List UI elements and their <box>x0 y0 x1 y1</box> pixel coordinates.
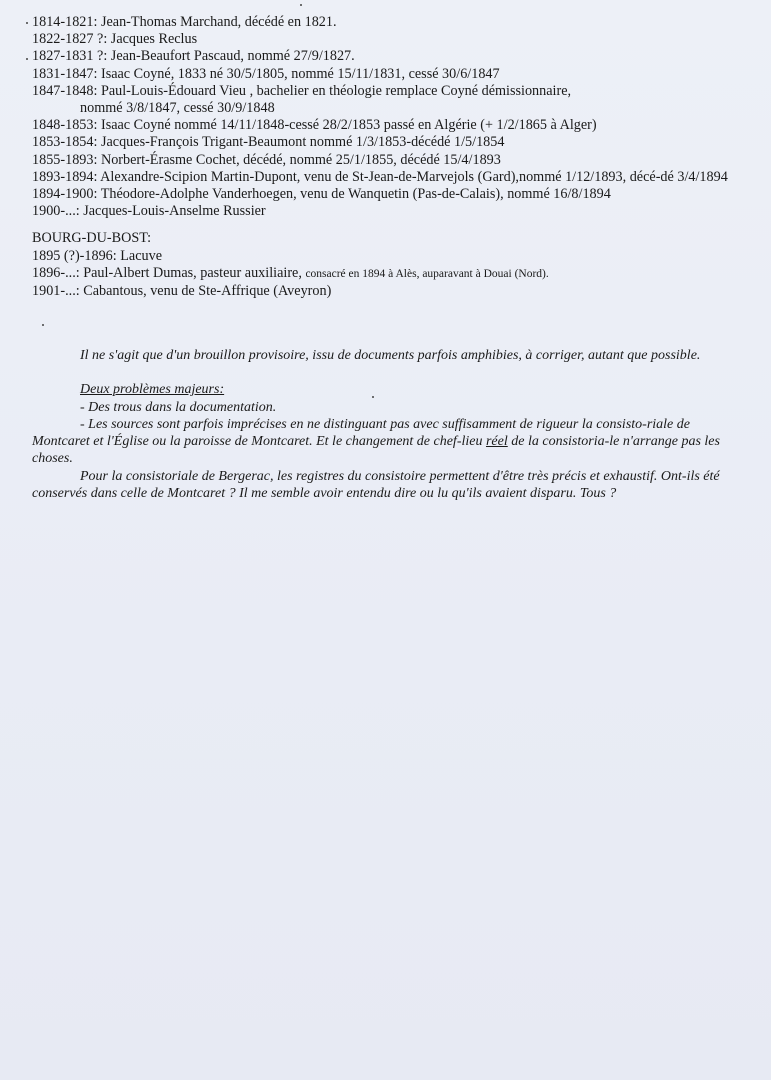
notes-block <box>32 347 738 502</box>
ink-speck <box>300 4 302 6</box>
entry-line: 1822-1827 ?: Jacques Reclus <box>32 31 198 48</box>
entry-line: 1893-1894: Alexandre-Scipion Martin-Dupont, venu de St-Jean-de-Marvejols (Gard),nommé 1/12/1893, décé-dé 3/4/1894 <box>32 168 728 185</box>
notes-item-text: - Les sources sont parfois imprécises en ne distinguant pas avec suffisamment de rigueur la consisto-riale de Montcaret et l'Église ou la paroisse de Montcaret. Et le changement de chef-lieu <box>32 416 690 450</box>
ink-speck <box>26 22 28 24</box>
entry-note: consacré en 1894 à Alès, auparavant à Douai (Nord). <box>305 267 549 280</box>
entry-line: 1847-1848: Paul-Louis-Édouard Vieu , bachelier en théologie remplace Coyné démissionnaire, <box>32 82 572 99</box>
notes-item-emphasis: réel <box>485 434 508 450</box>
notes-paragraph: Pour la consistoriale de Bergerac, les registres du consistoire permettent d'être très précis et exhaustif. Ont-ils été conservés dans celle de Montcaret ? Il me semble avoir entendu dire ou lu qu'ils avaient disparu. Tous ? <box>32 468 720 502</box>
pastor-list <box>32 14 752 300</box>
entry-line-continued: nommé 3/8/1847, cessé 30/9/1848 <box>80 100 275 117</box>
entry-line: 1848-1853: Isaac Coyné nommé 14/11/1848-cessé 28/2/1853 passé en Algérie (+ 1/2/1865 à Alger) <box>32 117 597 134</box>
notes-paragraph: Il ne s'agit que d'un brouillon provisoire, issu de documents parfois amphibies, à corriger, autant que possible. <box>80 348 701 363</box>
entry-line: 1901-...: Cabantous, venu de Ste-Affrique (Aveyron) <box>32 283 332 300</box>
notes-item: - Des trous dans la documentation. <box>80 399 277 415</box>
entry-line: 1831-1847: Isaac Coyné, 1833 né 30/5/1805, nommé 15/11/1831, cessé 30/6/1847 <box>32 65 500 82</box>
ink-speck <box>42 324 44 326</box>
entry-line <box>32 265 752 283</box>
ink-speck <box>26 58 28 60</box>
entry-line: 1894-1900: Théodore-Adolphe Vanderhoegen, venu de Wanquetin (Pas-de-Calais), nommé 16/8/1894 <box>32 186 611 203</box>
notes-item-text: de la consistoria-le n'arrange pas les choses. <box>32 434 720 467</box>
entry-line: 1900-...: Jacques-Louis-Anselme Russier <box>32 203 266 220</box>
entry-line: 1827-1831 ?: Jean-Beaufort Pascaud, nommé 27/9/1827. <box>32 48 355 65</box>
entry-line: 1814-1821: Jean-Thomas Marchand, décédé en 1821. <box>32 14 337 30</box>
entry-line: 1855-1893: Norbert-Érasme Cochet, décédé, nommé 25/1/1855, décédé 15/4/1893 <box>32 151 501 168</box>
section-title: BOURG-DU-BOST: <box>32 230 152 247</box>
notes-item <box>32 416 738 468</box>
notes-heading-line <box>32 381 738 398</box>
notes-heading: Deux problèmes majeurs: <box>80 382 225 398</box>
entry-line: 1853-1854: Jacques-François Trigant-Beaumont nommé 1/3/1853-décédé 1/5/1854 <box>32 134 505 151</box>
entry-main: 1896-...: Paul-Albert Dumas, pasteur auxiliaire, <box>32 264 302 281</box>
entry-line: 1895 (?)-1896: Lacuve <box>32 247 163 264</box>
